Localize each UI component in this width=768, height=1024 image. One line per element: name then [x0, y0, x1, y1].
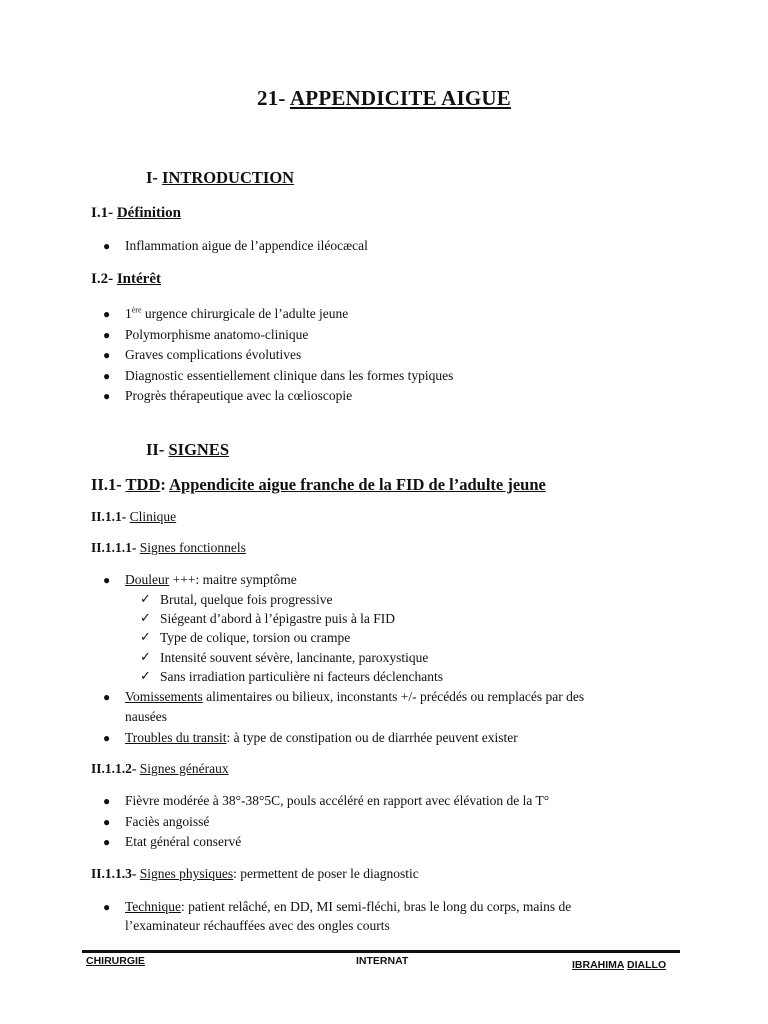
list-item-text: : patient relâché, en DD, MI semi-fléchi, bras le long du corps, mains de — [181, 899, 572, 914]
section-title: SIGNES — [168, 440, 229, 459]
bullet-icon: ● — [103, 900, 111, 914]
subsection-number: I.2- — [91, 271, 114, 287]
subsection-signes-generaux-heading — [91, 761, 229, 777]
subsection-number: II.1.1.2- — [91, 761, 137, 776]
tdd-label: TDD — [125, 475, 161, 494]
check-item: Sans irradiation particulière ni facteurs déclenchants — [160, 669, 444, 684]
subsection-number: I.1- — [91, 205, 114, 221]
list-item: Inflammation aigue de l’appendice iléocæcal — [125, 238, 368, 253]
check-item: Siégeant d’abord à l’épigastre puis à la FID — [160, 611, 396, 626]
list-item — [125, 306, 348, 322]
bullet-icon: ● — [103, 389, 111, 403]
bullet-icon: ● — [103, 835, 111, 849]
list-item-continuation: l’examinateur réchauffées avec des ongles courts — [125, 918, 390, 933]
footer-right — [572, 959, 666, 971]
bullet-icon: ● — [103, 307, 111, 321]
list-item-vomissements — [125, 689, 584, 705]
subsection-clinique-heading — [91, 509, 176, 525]
subsection-title: Définition — [116, 205, 182, 221]
list-item-douleur — [125, 572, 297, 588]
subsection-number: II.1- — [91, 475, 122, 494]
bullet-icon: ● — [103, 369, 111, 383]
list-item-troubles — [125, 730, 518, 746]
check-item: Brutal, quelque fois progressive — [160, 592, 333, 607]
bullet-icon: ● — [103, 328, 111, 342]
list-item-text: alimentaires ou bilieux, inconstants +/- précédés ou remplacés par des — [202, 689, 585, 704]
checkmark-icon: ✓ — [140, 629, 151, 644]
subsection-tdd-heading — [91, 475, 546, 495]
check-item: Intensité souvent sévère, lancinante, paroxystique — [160, 650, 429, 665]
list-item: Etat général conservé — [125, 834, 242, 849]
section-signes-heading — [146, 440, 229, 460]
list-item: Polymorphisme anatomo-clinique — [125, 327, 309, 342]
subsection-title: Appendicite aigue franche de la FID de l’adulte jeune — [169, 475, 546, 494]
checkmark-icon: ✓ — [140, 649, 151, 664]
section-title: INTRODUCTION — [162, 168, 295, 187]
checkmark-icon: ✓ — [140, 591, 151, 606]
subsection-title: Signes fonctionnels — [139, 540, 246, 555]
list-item-text: urgence chirurgicale de l’adulte jeune — [141, 306, 349, 321]
subsection-interet-heading — [91, 271, 161, 288]
bullet-icon: ● — [103, 731, 111, 745]
subsection-title: Signes généraux — [139, 761, 229, 776]
term-label: Douleur — [125, 572, 170, 587]
list-item-text: +++: maitre symptôme — [169, 572, 297, 587]
title-text: APPENDICITE AIGUE — [289, 86, 511, 110]
section-number: I- — [146, 168, 158, 187]
footer-divider — [82, 950, 680, 953]
list-item-text: : à type de constipation ou de diarrhée peuvent exister — [226, 730, 518, 745]
list-item: Fièvre modérée à 38°-38°5C, pouls accéléré en rapport avec élévation de la T° — [125, 793, 550, 808]
ordinal-number: 1 — [125, 306, 132, 321]
list-item: Diagnostic essentiellement clinique dans les formes typiques — [125, 368, 454, 383]
author-last-name: DIALLO — [627, 959, 667, 971]
tdd-colon: : — [160, 475, 166, 494]
subsection-text: : permettent de poser le diagnostic — [233, 866, 419, 881]
subsection-signes-physiques-heading — [91, 866, 419, 882]
checkmark-icon: ✓ — [140, 610, 151, 625]
subsection-title: Clinique — [129, 509, 177, 524]
page-title — [0, 86, 768, 111]
list-item: Progrès thérapeutique avec la cœlioscopie — [125, 388, 353, 403]
check-item: Type de colique, torsion ou crampe — [160, 630, 351, 645]
list-item-technique — [125, 899, 571, 915]
subsection-title: Signes physiques — [139, 866, 234, 881]
section-number: II- — [146, 440, 165, 459]
subsection-number: II.1.1.1- — [91, 540, 137, 555]
author-first-name: IBRAHIMA — [572, 959, 625, 971]
list-item: Faciès angoissé — [125, 814, 210, 829]
bullet-icon: ● — [103, 815, 111, 829]
title-number: 21- — [257, 86, 286, 110]
subsection-definition-heading — [91, 205, 181, 222]
bullet-icon: ● — [103, 690, 111, 704]
term-label: Technique — [125, 899, 182, 914]
subsection-signes-fonctionnels-heading — [91, 540, 246, 556]
list-item-continuation: nausées — [125, 709, 167, 724]
footer-center: INTERNAT — [356, 955, 409, 967]
bullet-icon: ● — [103, 348, 111, 362]
bullet-icon: ● — [103, 573, 111, 587]
bullet-icon: ● — [103, 794, 111, 808]
list-item: Graves complications évolutives — [125, 347, 302, 362]
section-introduction-heading — [146, 168, 294, 188]
term-label: Vomissements — [125, 689, 203, 704]
ordinal-superscript: ère — [131, 305, 142, 315]
bullet-icon: ● — [103, 239, 111, 253]
footer-left: CHIRURGIE — [86, 955, 145, 967]
checkmark-icon: ✓ — [140, 668, 151, 683]
subsection-number: II.1.1.3- — [91, 866, 137, 881]
term-label: Troubles du transit — [125, 730, 227, 745]
subsection-number: II.1.1- — [91, 509, 127, 524]
subsection-title: Intérêt — [116, 271, 161, 287]
